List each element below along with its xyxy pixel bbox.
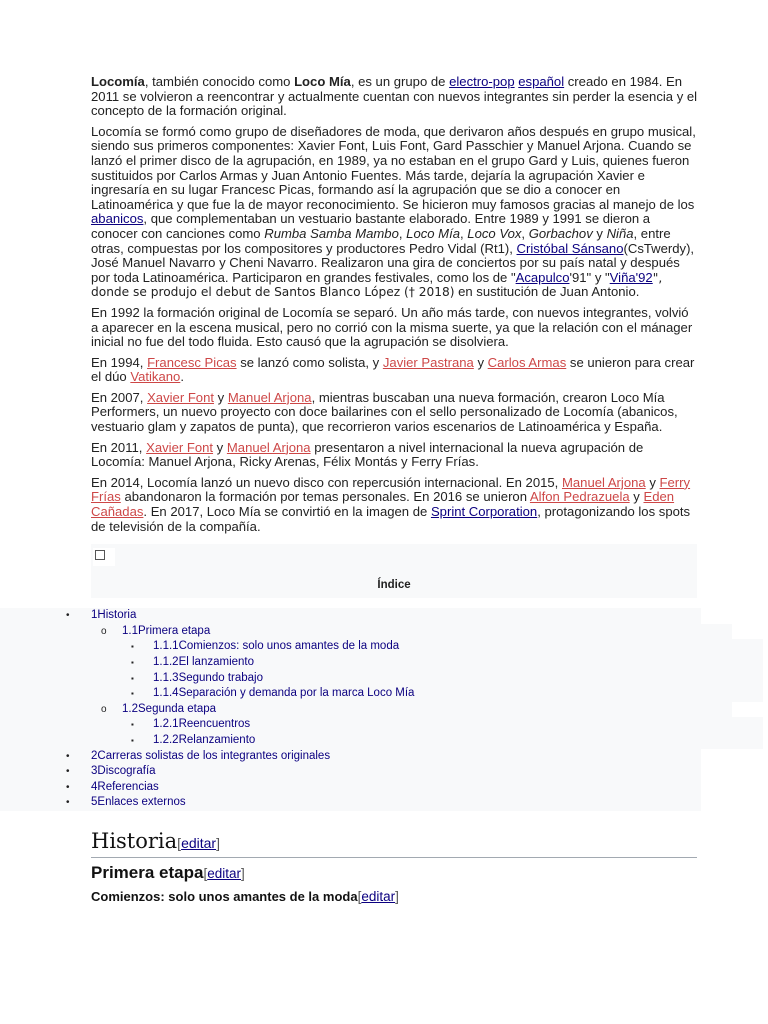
toc-item [0,702,699,718]
toc-row [0,671,763,687]
text: , [460,225,468,241]
text: Locomía se formó como grupo de diseñadores de moda, que derivaron años después en grupo musical, siendo sus primeros componentes: Xavier Font, Luis Font, Gard Passchier y Manuel Arjona. Cuando se lanzó el primer disco de la agrupación, en 1989, ya no estaban en el grupo Gard y Luis, quienes fueron sustituidos por Carlos Armas y Juan Antonio Fuentes. Más tarde, dejaría la agrupación Xavier e ingresaría en su lugar Francesc Picas, formando así la agrupación que se dio a conocer en Latinoamérica y que fue la de mayor reconocimiento. Se hicieron muy famosos gracias al manejo de los [91,123,696,212]
text: , protagonizando los spots de televisión de la compañía. [91,504,691,534]
toc-link[interactable] [91,781,159,793]
link-acapulco[interactable]: Acapulco [515,269,570,285]
toc-number: 1.1.2 [153,656,179,668]
text: (CsTwerdy), José Manuel Navarro y Cheni Navarro. Realizaron una gira de conciertos por su país natal y después por toda Latinoamérica. Participaron en grandes festivales, como los de " [91,240,695,285]
toc-number: 1.2.1 [153,718,179,731]
text: En 1992 la formación original de Locomía se separó. Un año más tarde, con nuevos integrantes, volvió a aparecer en la escena musical, pero no corrió con la misma suerte, ya que la relación con el mánager inicial no fue del todo fluida. Esto causó que la agrupación se disolviera. [91,304,693,350]
bold-locomia: Locomía [91,74,145,89]
text: En 2011, [91,439,147,455]
toc-item [0,686,699,702]
text: . En 2017, Loco Mía se convirtió en la imagen de [143,504,431,520]
toc-link[interactable] [153,718,250,730]
heading-text: Comienzos: solo unos amantes de la moda [91,888,358,904]
toc-item [0,780,699,796]
song-title: Rumba Samba Mambo [264,225,399,241]
toc-link[interactable] [91,750,330,762]
bullet-icon: • [66,797,70,809]
bullet-icon: • [66,766,70,778]
paragraph-intro [91,75,699,119]
text: y [473,354,488,370]
toc-label: Separación y demanda por la marca Loco Mía [178,687,415,700]
toc-header [91,544,697,598]
toc-item [0,671,699,687]
link-espanol[interactable]: español [518,74,565,89]
paragraph-2011 [91,441,699,470]
text: y [592,225,607,241]
text: se lanzó como solista, y [236,354,383,370]
toc-link[interactable] [91,796,186,808]
edit-link-wrapper [358,889,399,904]
bracket: ] [241,865,245,881]
edit-link-wrapper [203,866,244,881]
text: en sustitución de Juan Antonio. [454,284,640,300]
text: , también conocido como [144,74,295,89]
toc-row [0,639,763,655]
text: abandonaron la formación por temas personales. En 2016 se unieron [120,489,530,505]
text: '91" y " [569,269,610,285]
paragraph-2014 [91,476,699,534]
link-abanicos[interactable]: abanicos [91,211,144,227]
toc-label: Reencuentros [178,718,251,731]
bullet-icon: ▪ [131,642,134,652]
link-xavier-font[interactable]: Xavier Font [147,389,215,405]
toc-item [0,608,699,624]
bracket: [ [357,888,362,904]
toc-row [0,749,701,765]
toc-item [0,655,699,671]
toc-label: Segunda etapa [138,702,217,715]
text: En 2014, Locomía lanzó un nuevo disco con repercusión internacional. En 2015, [91,474,562,490]
article-content [66,74,699,905]
toc-item [0,764,699,780]
bullet-icon: • [66,781,70,793]
toc-label: Relanzamiento [178,733,256,746]
toc-label: Referencias [97,780,159,793]
link-vatikano[interactable]: Vatikano [130,369,181,385]
bullet-icon: o [101,625,107,637]
toc-link[interactable] [153,672,263,684]
checkbox-icon[interactable] [95,550,105,560]
link-manuel-arjona[interactable]: Manuel Arjona [227,389,312,405]
toc-label: Primera etapa [138,624,211,637]
text: , que complementaban un vestuario bastante elaborado. Entre 1989 y 1991 se dieron a conocer con canciones como [91,211,651,241]
bullet-icon: ▪ [131,720,134,730]
text: creado en 1984. En 2011 se volvieron a reencontrar y actualmente cuentan con nuevos integrantes sin perder la esencia y el concepto de la formación original. [91,74,698,119]
bullet-icon: • [66,750,70,762]
text: y [214,389,228,405]
bullet-icon: ▪ [131,735,134,745]
toc-label: Carreras solistas de los integrantes originales [97,749,331,762]
link-alfon-pedrazuela[interactable]: Alfon Pedrazuela [529,489,630,505]
toc-link[interactable] [153,687,414,699]
toc-row [0,780,701,796]
toc-item [0,749,699,765]
bullet-icon: ▪ [131,658,134,667]
bracket: ] [216,834,220,851]
bullet-icon: o [101,703,107,715]
link-javier-pastrana[interactable]: Javier Pastrana [382,354,474,370]
edit-link-historia[interactable]: editar [181,834,217,851]
toc-number: 4 [91,780,98,793]
link-carlos-armas[interactable]: Carlos Armas [487,354,567,370]
heading-comienzos [91,889,699,905]
link-eden-canadas[interactable]: Eden Cañadas [91,489,675,520]
toc-label: Historia [97,609,137,622]
toc-link[interactable] [122,625,210,637]
heading-historia [91,829,697,858]
paragraph-1992 [91,306,699,350]
paragraph-2007 [91,391,699,435]
toc-label: Comienzos: solo unos amantes de la moda [178,640,400,653]
edit-link-comienzos[interactable]: editar [361,888,396,904]
toc-toggle[interactable] [93,548,115,566]
toc-number: 1.2 [122,702,138,715]
song-title: Loco Vox [467,225,522,241]
edit-link-primera-etapa[interactable]: editar [207,865,241,881]
link-ferry-frias[interactable]: Ferry Frías [91,474,691,505]
link-vina-92[interactable]: Viña'92 [609,269,653,285]
toc-label: Enlaces externos [97,796,186,809]
bracket: ] [395,888,399,904]
text: y [629,489,644,505]
toc-number: 2 [91,749,98,762]
text-santos-blanco: ", donde se produjo el debut de Santos Blanco López († 2018) [91,270,663,300]
toc-row [0,733,763,749]
song-title: Loco Mía [406,225,461,241]
text: , entre otras, compuestas por los compositores y productores Pedro Vidal (Rt1), [91,225,671,256]
toc-item [0,639,699,655]
toc-row [0,795,701,811]
text: y [645,474,660,490]
toc-row [0,608,701,624]
link-manuel-arjona[interactable]: Manuel Arjona [226,439,311,455]
text: y [213,439,227,455]
link-francesc-picas[interactable]: Francesc Picas [147,354,237,370]
text: se unieron para crear el dúo [91,354,695,385]
text: , [398,225,407,241]
toc-link[interactable] [153,640,399,652]
toc-link[interactable] [153,734,255,746]
song-title: Gorbachov [528,225,593,241]
toc-item [0,795,699,811]
toc-link[interactable] [122,703,216,715]
toc-title: Índice [377,579,411,592]
link-manuel-arjona[interactable]: Manuel Arjona [561,474,646,490]
toc-number: 3 [91,765,98,778]
toc-list [0,608,699,811]
toc-link[interactable] [91,765,156,777]
toc-label: El lanzamiento [178,656,255,668]
toc-label: Discografía [97,765,156,778]
text: , mientras buscaban una nueva formación, crearon Loco Mía Performers, un nuevo proyecto con doce bailarines con el sello personalizado de Locomía (abanicos, vestuario glam y zapatos de punta), que recorrieron varios escenarios de Latinoamérica y España. [91,389,678,435]
song-title: Niña [606,225,634,241]
toc-number: 1.1.3 [153,671,179,684]
edit-link-wrapper [177,835,220,851]
toc-number: 1.1.1 [153,640,179,653]
toc-row [0,655,763,671]
toc-link[interactable] [91,609,136,621]
toc-label: Segundo trabajo [178,671,263,684]
heading-primera-etapa [91,862,699,885]
text: presentaron a nivel internacional la nueva agrupación de Locomía: Manuel Arjona, Ricky Arenas, Félix Montás y Ferry Frías. [91,439,644,470]
toc-row [0,624,732,640]
toc-item [0,733,699,749]
bullet-icon: ▪ [131,673,134,683]
link-cristobal-sansano[interactable]: Cristóbal Sánsano [516,240,624,256]
toc-item [0,624,699,640]
bullet-icon: • [66,610,70,622]
toc-row [0,764,701,780]
toc-number: 1.1.4 [153,687,179,700]
bold-loco-mia: Loco Mía [294,74,351,89]
link-xavier-font[interactable]: Xavier Font [146,439,214,455]
toc-link[interactable] [153,656,254,668]
link-electro-pop[interactable]: electro-pop [449,74,515,89]
toc-number: 5 [91,796,98,809]
text: , es un grupo de [350,74,450,89]
toc-item [0,717,699,733]
toc-row [0,686,763,702]
toc-number: 1 [91,609,98,622]
bullet-icon: ▪ [131,689,134,699]
bracket: [ [203,865,208,881]
link-sprint-corporation[interactable]: Sprint Corporation [430,504,538,520]
text: . [180,369,184,385]
toc-row [0,717,763,733]
heading-text: Historia [91,828,178,853]
text: En 1994, [91,354,148,370]
toc-number: 1.1 [122,624,138,637]
paragraph-1994 [91,356,699,385]
paragraph-formation [91,125,699,300]
text: , [521,225,529,241]
bracket: [ [177,834,182,851]
toc-number: 1.2.2 [153,733,179,746]
text: En 2007, [91,389,148,405]
heading-text: Primera etapa [91,862,204,882]
toc-row [0,702,732,718]
